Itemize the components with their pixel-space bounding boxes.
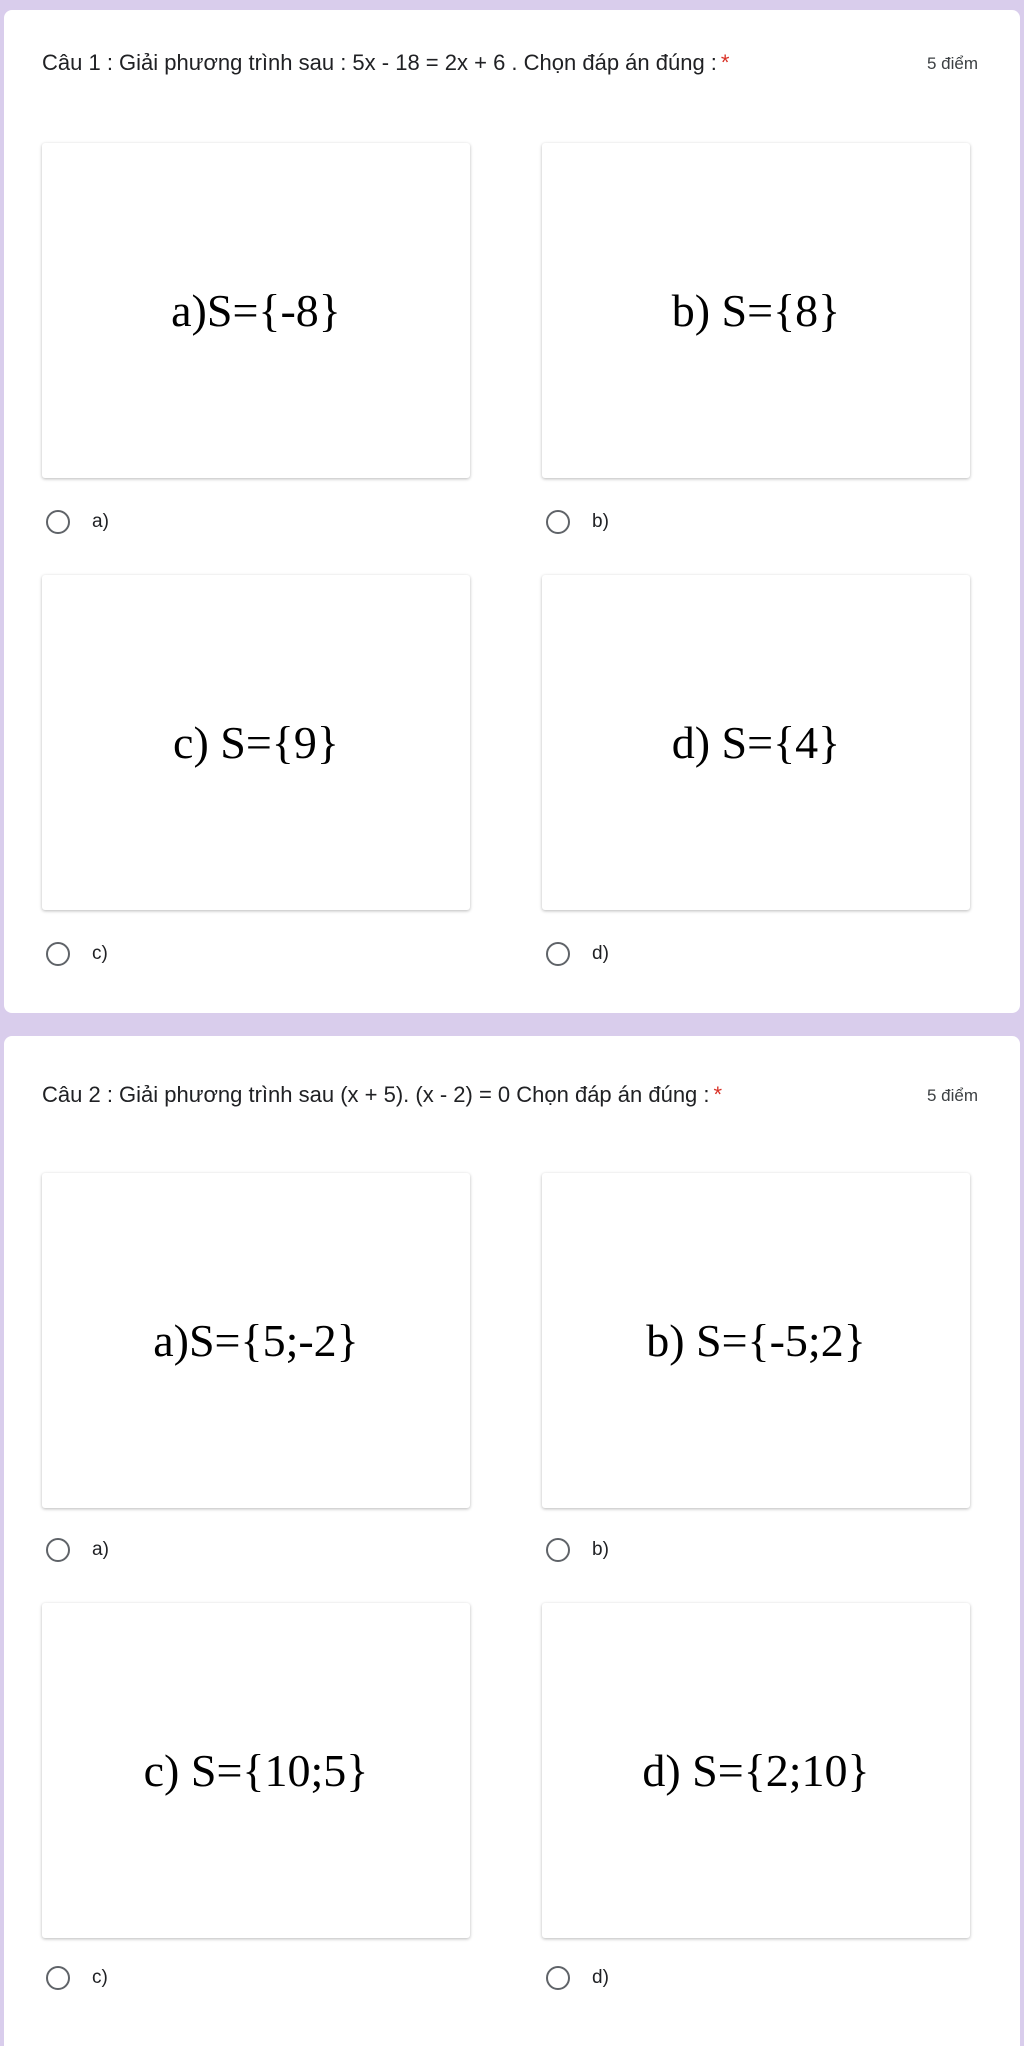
option-radio-a[interactable]: [46, 1538, 109, 1562]
option-image-d: d) S={2;10}: [542, 1603, 970, 1938]
radio-circle-icon[interactable]: [546, 942, 570, 966]
points-label: 5 điểm: [926, 1086, 978, 1105]
option-label: b): [592, 1539, 609, 1560]
option-radio-a[interactable]: [46, 510, 109, 534]
option-label: b): [592, 511, 609, 532]
option-image-b: b) S={-5;2}: [542, 1173, 970, 1508]
question-text: Câu 1 : Giải phương trình sau : 5x - 18 = 2x + 6 . Chọn đáp án đúng :: [42, 50, 717, 75]
question-title: [42, 1082, 722, 1108]
option-label: d): [592, 943, 609, 964]
option-radio-d[interactable]: [546, 942, 609, 966]
option-label: a): [92, 511, 109, 532]
option-label: c): [92, 943, 108, 964]
option-image-c: c) S={10;5}: [42, 1603, 470, 1938]
option-radio-c[interactable]: [46, 942, 108, 966]
option-image-a: a)S={-8}: [42, 143, 470, 478]
question-text: Câu 2 : Giải phương trình sau (x + 5). (x - 2) = 0 Chọn đáp án đúng :: [42, 1082, 710, 1107]
option-image-c: c) S={9}: [42, 575, 470, 910]
option-radio-d[interactable]: [546, 1966, 609, 1990]
question-card-2: [4, 1036, 1020, 2046]
radio-circle-icon[interactable]: [546, 1538, 570, 1562]
option-image-d: d) S={4}: [542, 575, 970, 910]
option-label: a): [92, 1539, 109, 1560]
option-image-b: b) S={8}: [542, 143, 970, 478]
question-card-1: [4, 10, 1020, 1013]
question-title: [42, 50, 729, 76]
radio-circle-icon[interactable]: [546, 1966, 570, 1990]
option-image-a: a)S={5;-2}: [42, 1173, 470, 1508]
required-mark: *: [720, 50, 730, 75]
radio-circle-icon[interactable]: [546, 510, 570, 534]
option-radio-c[interactable]: [46, 1966, 108, 1990]
radio-circle-icon[interactable]: [46, 1538, 70, 1562]
option-radio-b[interactable]: [546, 510, 609, 534]
radio-circle-icon[interactable]: [46, 1966, 70, 1990]
radio-circle-icon[interactable]: [46, 942, 70, 966]
radio-circle-icon[interactable]: [46, 510, 70, 534]
required-mark: *: [713, 1082, 723, 1107]
points-label: 5 điểm: [926, 54, 978, 73]
option-label: c): [92, 1967, 108, 1988]
option-label: d): [592, 1967, 609, 1988]
option-radio-b[interactable]: [546, 1538, 609, 1562]
